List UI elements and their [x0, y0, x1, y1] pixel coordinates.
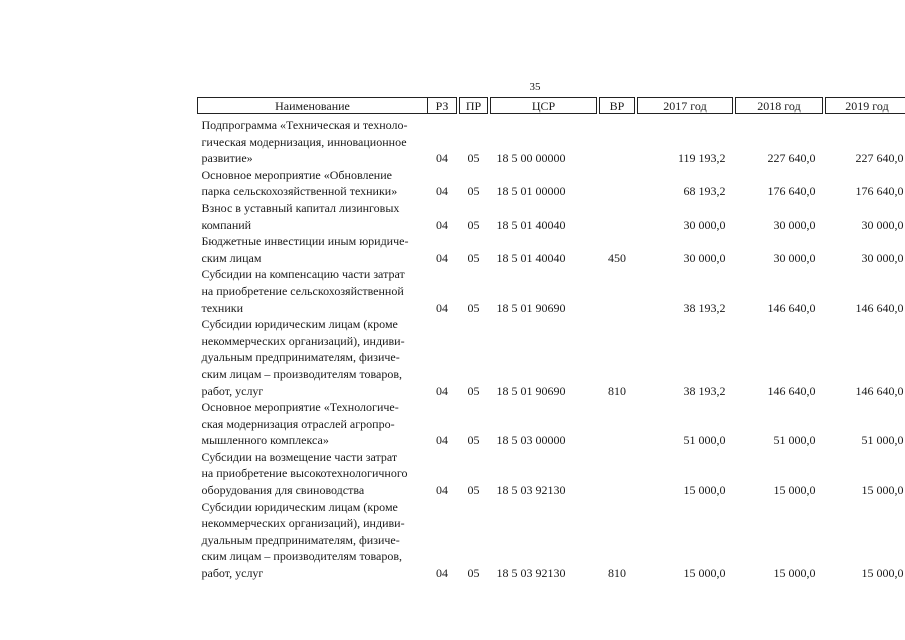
row-2019: 30 000,0 — [861, 217, 904, 232]
row-2017: 15 000,0 — [683, 483, 726, 498]
row-name: Субсидии на компенсацию части затрат на приобретение сельскохозяйственной техники — [201, 267, 405, 315]
row-2017: 30 000,0 — [683, 217, 726, 232]
row-name: Подпрограмма «Техническая и техноло- гическая модернизация, инновационное развитие» — [201, 118, 408, 166]
row-name: Субсидии на возмещение части затрат на приобретение высокотехнологичного оборудования для свиноводства — [201, 449, 408, 498]
row-vr — [600, 167, 635, 200]
row-2017: 38 193,2 — [683, 383, 726, 398]
row-2019: 227 640,0 — [855, 151, 904, 166]
table-row — [198, 167, 905, 200]
row-csr: 18 5 03 00000 — [496, 433, 566, 448]
header-rz: РЗ — [428, 98, 457, 114]
table-row — [198, 266, 905, 316]
row-2018: 176 640,0 — [767, 184, 816, 199]
header-name: Наименование — [198, 98, 428, 114]
row-pr: 05 — [467, 151, 480, 166]
table-row — [198, 399, 905, 449]
row-pr: 05 — [467, 217, 480, 232]
row-vr: 450 — [608, 250, 626, 265]
table-row — [198, 114, 905, 167]
row-pr: 05 — [467, 566, 480, 581]
row-2018: 146 640,0 — [767, 300, 816, 315]
row-2019: 176 640,0 — [855, 184, 904, 199]
row-2019: 30 000,0 — [861, 250, 904, 265]
row-csr: 18 5 03 92130 — [496, 483, 566, 498]
table-row — [198, 449, 905, 499]
row-rz: 04 — [436, 433, 448, 448]
row-2018: 30 000,0 — [773, 250, 816, 265]
page-number: 35 — [529, 81, 541, 93]
row-name: Основное мероприятие «Технологиче- ская модернизация отраслей агропро- мышленного комплекса» — [201, 400, 399, 448]
row-2019: 15 000,0 — [861, 566, 904, 581]
row-csr: 18 5 01 00000 — [496, 184, 566, 199]
row-rz: 04 — [436, 151, 448, 166]
row-2018: 51 000,0 — [773, 433, 816, 448]
row-rz: 04 — [436, 217, 448, 232]
row-rz: 04 — [436, 383, 448, 398]
header-2019: 2019 год — [826, 98, 905, 114]
row-2019: 51 000,0 — [861, 433, 904, 448]
row-name: Взнос в уставный капитал лизинговых компаний — [201, 200, 400, 232]
row-pr: 05 — [467, 383, 480, 398]
table-header-row — [198, 98, 905, 114]
row-2017: 30 000,0 — [683, 250, 726, 265]
row-name: Субсидии юридическим лицам (кроме некоммерческих организаций), индиви- дуальным предпринимателям, физиче- ским лицам – производителям товаров, работ, услуг — [201, 499, 405, 581]
row-2018: 146 640,0 — [767, 383, 816, 398]
budget-table — [197, 97, 905, 582]
row-vr — [600, 200, 635, 233]
table-row — [198, 316, 905, 399]
row-vr — [600, 266, 635, 316]
row-vr: 810 — [608, 383, 626, 398]
row-2017: 119 193,2 — [677, 151, 726, 166]
row-pr: 05 — [467, 433, 480, 448]
row-rz: 04 — [436, 250, 448, 265]
row-name: Бюджетные инвестиции иным юридиче- ским лицам — [201, 234, 409, 265]
row-name: Субсидии юридическим лицам (кроме некоммерческих организаций), индиви- дуальным предпринимателям, физиче- ским лицам – производителям товаров, работ, услуг — [201, 317, 405, 398]
row-csr: 18 5 01 40040 — [496, 250, 566, 265]
row-2017: 15 000,0 — [683, 566, 726, 581]
row-pr: 05 — [467, 250, 480, 265]
row-vr: 810 — [608, 566, 626, 581]
row-2017: 51 000,0 — [683, 433, 726, 448]
row-2018: 227 640,0 — [767, 151, 816, 166]
row-2017: 68 193,2 — [683, 184, 726, 199]
row-2018: 15 000,0 — [773, 483, 816, 498]
table-row — [198, 200, 905, 233]
row-name: Основное мероприятие «Обновление парка сельскохозяйственной техники» — [201, 167, 398, 199]
row-rz: 04 — [436, 566, 448, 581]
row-csr: 18 5 01 90690 — [496, 383, 566, 398]
row-2019: 15 000,0 — [861, 483, 904, 498]
row-csr: 18 5 00 00000 — [496, 151, 566, 166]
row-csr: 18 5 01 40040 — [496, 217, 566, 232]
row-rz: 04 — [436, 483, 448, 498]
header-2018: 2018 год — [736, 98, 823, 114]
row-2017: 38 193,2 — [683, 300, 726, 315]
header-2017: 2017 год — [638, 98, 733, 114]
row-pr: 05 — [467, 483, 480, 498]
table-row — [198, 233, 905, 266]
row-rz: 04 — [436, 184, 448, 199]
row-csr: 18 5 01 90690 — [496, 300, 566, 315]
row-pr: 05 — [467, 300, 480, 315]
row-2018: 30 000,0 — [773, 217, 816, 232]
table-body — [198, 114, 905, 582]
row-csr: 18 5 03 92130 — [496, 566, 566, 581]
header-vr: ВР — [600, 98, 635, 114]
row-vr — [600, 399, 635, 449]
row-rz: 04 — [436, 300, 448, 315]
row-pr: 05 — [467, 184, 480, 199]
header-csr: ЦСР — [491, 98, 597, 114]
row-vr — [600, 449, 635, 499]
row-2019: 146 640,0 — [855, 383, 904, 398]
row-vr — [600, 114, 635, 167]
table-row — [198, 499, 905, 582]
row-2018: 15 000,0 — [773, 566, 816, 581]
row-2019: 146 640,0 — [855, 300, 904, 315]
header-pr: ПР — [460, 98, 488, 114]
